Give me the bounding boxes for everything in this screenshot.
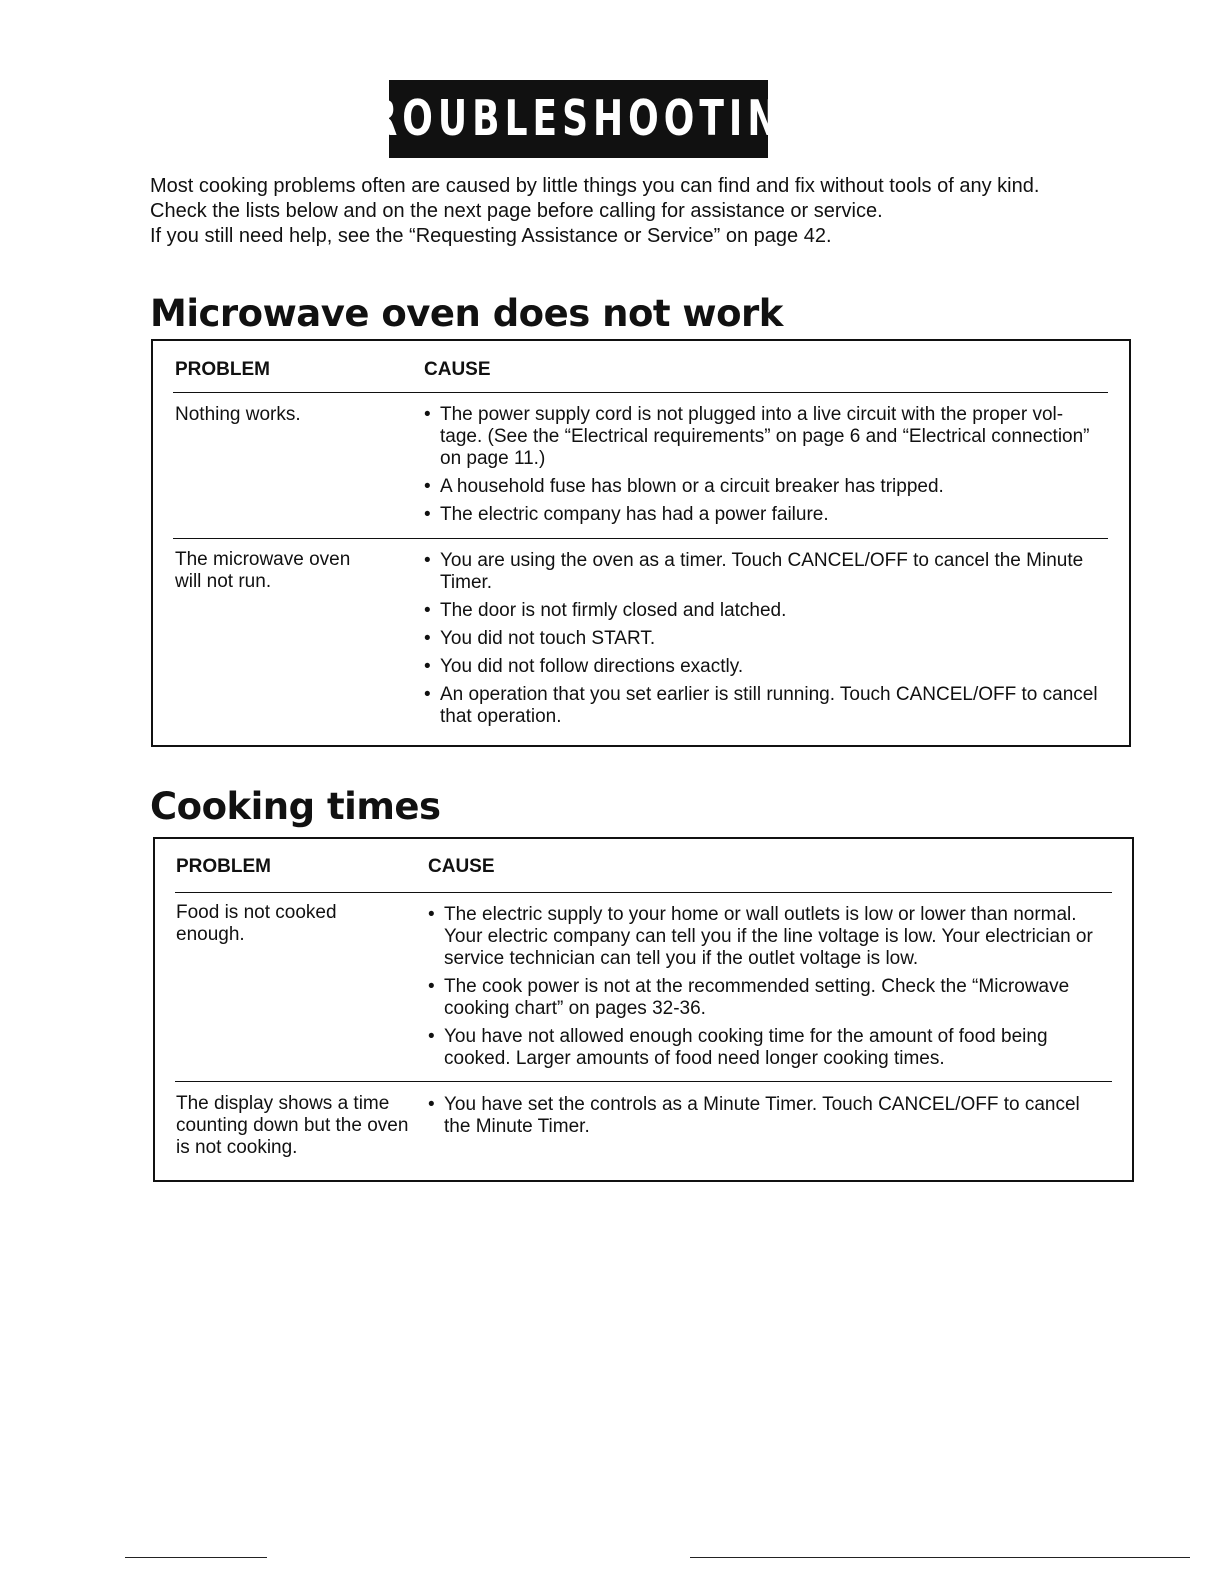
header-divider xyxy=(175,892,1112,893)
row-divider xyxy=(173,538,1108,539)
cause-item: • You have set the controls as a Minute Timer. Touch CANCEL/OFF to cancel the Minute Timer. xyxy=(428,1094,1108,1138)
troubleshooting-table-microwave xyxy=(151,339,1131,747)
intro-line: Most cooking problems often are caused by little things you can find and fix without tools of any kind. xyxy=(150,175,1040,197)
cause-list xyxy=(428,904,1108,1076)
problem-cell: Nothing works. xyxy=(175,404,301,425)
problem-cell: The microwave oven will not run. xyxy=(175,549,351,592)
intro-text xyxy=(150,174,1130,249)
problem-cell: Food is not cooked enough. xyxy=(176,902,337,945)
page-title: TROUBLESHOOTING xyxy=(340,91,817,147)
cause-item: • You have not allowed enough cooking time for the amount of food being cooked. Larger amounts of food need longer cooking times. xyxy=(428,1026,1108,1070)
cause-item: • The cook power is not at the recommended setting. Check the “Microwave cooking chart” on pages 32-36. xyxy=(428,976,1108,1020)
cause-item: • The electric supply to your home or wall outlets is low or lower than normal. Your electric company can tell you if the line voltage is low. Your electrician or service technician can tell you if the outlet voltage is low. xyxy=(428,904,1108,970)
column-header-problem: PROBLEM xyxy=(176,856,271,877)
cause-list xyxy=(424,404,1104,532)
row-divider xyxy=(175,1081,1112,1082)
column-header-cause: CAUSE xyxy=(428,856,495,877)
section-heading-cooking-times: Cooking times xyxy=(150,785,441,828)
cause-list xyxy=(424,550,1104,734)
cause-list xyxy=(428,1094,1108,1144)
column-header-cause: CAUSE xyxy=(424,359,491,380)
footer-rule xyxy=(690,1557,1190,1558)
cause-item: • A household fuse has blown or a circuit breaker has tripped. xyxy=(424,476,1104,498)
problem-cell: The display shows a time counting down but the oven is not cooking. xyxy=(176,1093,409,1158)
cause-item: • The door is not firmly closed and latched. xyxy=(424,600,1104,622)
page-title-banner xyxy=(340,80,817,158)
cause-item: • An operation that you set earlier is still running. Touch CANCEL/OFF to cancel that operation. xyxy=(424,684,1104,728)
cause-item: • You are using the oven as a timer. Touch CANCEL/OFF to cancel the Minute Timer. xyxy=(424,550,1104,594)
column-header-problem: PROBLEM xyxy=(175,359,270,380)
intro-line: If you still need help, see the “Requesting Assistance or Service” on page 42. xyxy=(150,225,832,247)
footer-rule xyxy=(125,1557,267,1558)
cause-item: • You did not touch START. xyxy=(424,628,1104,650)
troubleshooting-table-cooking-times xyxy=(153,837,1134,1182)
cause-item: • You did not follow directions exactly. xyxy=(424,656,1104,678)
section-heading-microwave-not-work: Microwave oven does not work xyxy=(150,292,783,335)
cause-item: • The power supply cord is not plugged into a live circuit with the proper vol- tage. (See the “Electrical requirements” on page 6 and “Electrical connection” on page 11.) xyxy=(424,404,1104,470)
intro-line: Check the lists below and on the next page before calling for assistance or service. xyxy=(150,200,883,222)
cause-item: • The electric company has had a power failure. xyxy=(424,504,1104,526)
header-divider xyxy=(173,392,1108,393)
